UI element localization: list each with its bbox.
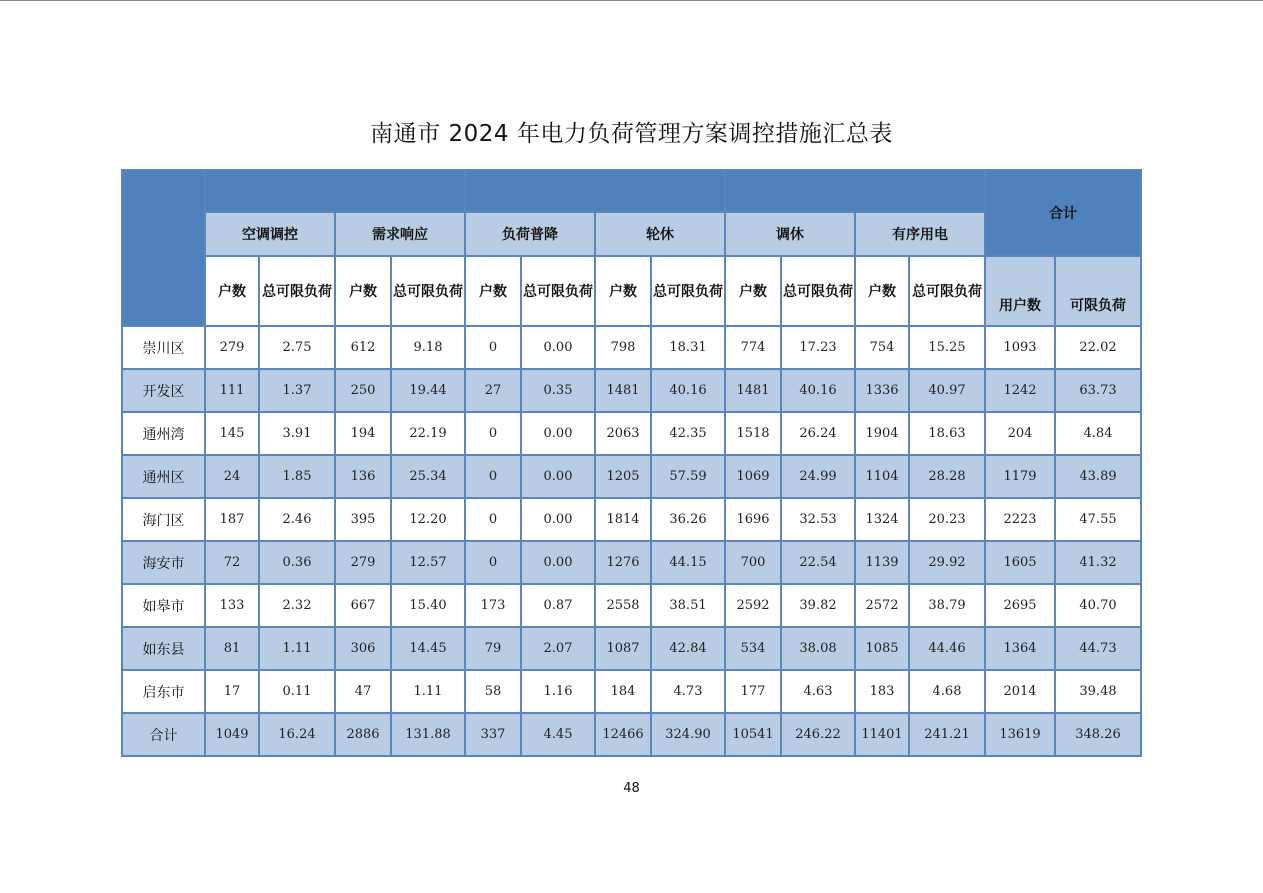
value-cell: 2063 <box>595 412 651 455</box>
value-cell: 38.51 <box>651 584 725 627</box>
value-cell: 18.31 <box>651 326 725 369</box>
group-header-shift-rest: 调休 <box>725 212 855 256</box>
sub-header-load: 总可限负荷 <box>259 256 335 326</box>
sub-header-load: 总可限负荷 <box>909 256 985 326</box>
value-cell: 41.32 <box>1055 541 1141 584</box>
value-cell: 1139 <box>855 541 909 584</box>
summary-table <box>121 169 1142 757</box>
value-cell: 42.35 <box>651 412 725 455</box>
value-cell: 798 <box>595 326 651 369</box>
district-name-cell: 崇川区 <box>122 326 205 369</box>
value-cell: 58 <box>465 670 521 713</box>
value-cell: 1324 <box>855 498 909 541</box>
sub-header-load: 总可限负荷 <box>391 256 465 326</box>
value-cell: 324.90 <box>651 713 725 756</box>
value-cell: 250 <box>335 369 391 412</box>
value-cell: 279 <box>205 326 259 369</box>
value-cell: 241.21 <box>909 713 985 756</box>
table-row <box>122 326 1141 369</box>
total-sub-header-load: 可限负荷 <box>1055 256 1141 326</box>
value-cell: 1.85 <box>259 455 335 498</box>
value-cell: 81 <box>205 627 259 670</box>
value-cell: 184 <box>595 670 651 713</box>
value-cell: 40.70 <box>1055 584 1141 627</box>
value-cell: 22.54 <box>781 541 855 584</box>
value-cell: 0.00 <box>521 326 595 369</box>
value-cell: 18.63 <box>909 412 985 455</box>
value-cell: 12.57 <box>391 541 465 584</box>
value-cell: 136 <box>335 455 391 498</box>
district-name-cell: 开发区 <box>122 369 205 412</box>
table-row <box>122 670 1141 713</box>
value-cell: 44.15 <box>651 541 725 584</box>
value-cell: 774 <box>725 326 781 369</box>
table-row <box>122 455 1141 498</box>
value-cell: 47.55 <box>1055 498 1141 541</box>
value-cell: 15.40 <box>391 584 465 627</box>
value-cell: 27 <box>465 369 521 412</box>
value-cell: 4.45 <box>521 713 595 756</box>
value-cell: 19.44 <box>391 369 465 412</box>
value-cell: 39.82 <box>781 584 855 627</box>
value-cell: 17.23 <box>781 326 855 369</box>
value-cell: 9.18 <box>391 326 465 369</box>
total-group-header: 合计 <box>985 170 1141 256</box>
value-cell: 22.19 <box>391 412 465 455</box>
group-header-rotation-rest: 轮休 <box>595 212 725 256</box>
value-cell: 0.00 <box>521 498 595 541</box>
value-cell: 0.87 <box>521 584 595 627</box>
value-cell: 1481 <box>595 369 651 412</box>
value-cell: 1205 <box>595 455 651 498</box>
document-title: 南通市 2024 年电力负荷管理方案调控措施汇总表 <box>370 121 893 147</box>
value-cell: 0 <box>465 455 521 498</box>
sub-header-households: 户数 <box>335 256 391 326</box>
value-cell: 16.24 <box>259 713 335 756</box>
value-cell: 4.68 <box>909 670 985 713</box>
value-cell: 57.59 <box>651 455 725 498</box>
value-cell: 72 <box>205 541 259 584</box>
value-cell: 2572 <box>855 584 909 627</box>
value-cell: 13619 <box>985 713 1055 756</box>
value-cell: 700 <box>725 541 781 584</box>
value-cell: 29.92 <box>909 541 985 584</box>
value-cell: 1481 <box>725 369 781 412</box>
value-cell: 42.84 <box>651 627 725 670</box>
value-cell: 17 <box>205 670 259 713</box>
value-cell: 4.63 <box>781 670 855 713</box>
value-cell: 1085 <box>855 627 909 670</box>
value-cell: 2.32 <box>259 584 335 627</box>
district-name-cell: 海门区 <box>122 498 205 541</box>
value-cell: 1696 <box>725 498 781 541</box>
value-cell: 1.11 <box>259 627 335 670</box>
value-cell: 24.99 <box>781 455 855 498</box>
value-cell: 40.16 <box>781 369 855 412</box>
value-cell: 15.25 <box>909 326 985 369</box>
value-cell: 22.02 <box>1055 326 1141 369</box>
value-cell: 1904 <box>855 412 909 455</box>
sub-header-households: 户数 <box>855 256 909 326</box>
value-cell: 145 <box>205 412 259 455</box>
value-cell: 1814 <box>595 498 651 541</box>
value-cell: 2.07 <box>521 627 595 670</box>
district-name-cell: 通州区 <box>122 455 205 498</box>
value-cell: 0 <box>465 541 521 584</box>
value-cell: 0 <box>465 326 521 369</box>
value-cell: 395 <box>335 498 391 541</box>
sub-header-load: 总可限负荷 <box>781 256 855 326</box>
value-cell: 40.16 <box>651 369 725 412</box>
sub-header-households: 户数 <box>205 256 259 326</box>
district-name-cell: 启东市 <box>122 670 205 713</box>
value-cell: 131.88 <box>391 713 465 756</box>
value-cell: 1518 <box>725 412 781 455</box>
table-row <box>122 584 1141 627</box>
group-header-ac-control: 空调调控 <box>205 212 335 256</box>
value-cell: 1087 <box>595 627 651 670</box>
value-cell: 1364 <box>985 627 1055 670</box>
group-header-load-reduction: 负荷普降 <box>465 212 595 256</box>
corner-header-cell <box>122 170 205 326</box>
value-cell: 28.28 <box>909 455 985 498</box>
value-cell: 1276 <box>595 541 651 584</box>
value-cell: 32.53 <box>781 498 855 541</box>
value-cell: 534 <box>725 627 781 670</box>
value-cell: 12.20 <box>391 498 465 541</box>
value-cell: 348.26 <box>1055 713 1141 756</box>
value-cell: 1104 <box>855 455 909 498</box>
value-cell: 306 <box>335 627 391 670</box>
table-row <box>122 369 1141 412</box>
value-cell: 0.35 <box>521 369 595 412</box>
header-band-cell <box>725 170 985 212</box>
value-cell: 63.73 <box>1055 369 1141 412</box>
sub-header-households: 户数 <box>465 256 521 326</box>
district-name-cell: 海安市 <box>122 541 205 584</box>
value-cell: 0.00 <box>521 412 595 455</box>
district-name-cell: 合计 <box>122 713 205 756</box>
value-cell: 1.11 <box>391 670 465 713</box>
value-cell: 204 <box>985 412 1055 455</box>
value-cell: 0.11 <box>259 670 335 713</box>
value-cell: 47 <box>335 670 391 713</box>
value-cell: 44.73 <box>1055 627 1141 670</box>
value-cell: 0.36 <box>259 541 335 584</box>
value-cell: 40.97 <box>909 369 985 412</box>
value-cell: 25.34 <box>391 455 465 498</box>
value-cell: 4.84 <box>1055 412 1141 455</box>
value-cell: 44.46 <box>909 627 985 670</box>
value-cell: 194 <box>335 412 391 455</box>
value-cell: 24 <box>205 455 259 498</box>
value-cell: 183 <box>855 670 909 713</box>
table-header <box>122 170 1141 326</box>
table-row <box>122 627 1141 670</box>
value-cell: 0.00 <box>521 455 595 498</box>
value-cell: 14.45 <box>391 627 465 670</box>
value-cell: 38.79 <box>909 584 985 627</box>
value-cell: 1336 <box>855 369 909 412</box>
table-row <box>122 498 1141 541</box>
value-cell: 2.46 <box>259 498 335 541</box>
header-band-cell <box>205 170 465 212</box>
sub-header-load: 总可限负荷 <box>521 256 595 326</box>
sub-header-households: 户数 <box>595 256 651 326</box>
total-sub-header-users: 用户数 <box>985 256 1055 326</box>
value-cell: 1242 <box>985 369 1055 412</box>
value-cell: 111 <box>205 369 259 412</box>
value-cell: 133 <box>205 584 259 627</box>
total-row <box>122 713 1141 756</box>
district-name-cell: 如东县 <box>122 627 205 670</box>
value-cell: 0 <box>465 412 521 455</box>
sub-header-load: 总可限负荷 <box>651 256 725 326</box>
table-body <box>122 326 1141 756</box>
sub-header-row <box>122 256 1141 326</box>
value-cell: 79 <box>465 627 521 670</box>
value-cell: 2558 <box>595 584 651 627</box>
value-cell: 1.16 <box>521 670 595 713</box>
group-header-demand-response: 需求响应 <box>335 212 465 256</box>
value-cell: 187 <box>205 498 259 541</box>
page-top-rule <box>0 0 1263 1</box>
district-name-cell: 通州湾 <box>122 412 205 455</box>
value-cell: 173 <box>465 584 521 627</box>
header-band-row <box>122 170 1141 212</box>
value-cell: 38.08 <box>781 627 855 670</box>
value-cell: 2014 <box>985 670 1055 713</box>
value-cell: 2695 <box>985 584 1055 627</box>
value-cell: 10541 <box>725 713 781 756</box>
value-cell: 1049 <box>205 713 259 756</box>
table-row <box>122 412 1141 455</box>
value-cell: 279 <box>335 541 391 584</box>
group-header-orderly-use: 有序用电 <box>855 212 985 256</box>
value-cell: 4.73 <box>651 670 725 713</box>
value-cell: 0.00 <box>521 541 595 584</box>
sub-header-households: 户数 <box>725 256 781 326</box>
value-cell: 2592 <box>725 584 781 627</box>
value-cell: 612 <box>335 326 391 369</box>
value-cell: 2.75 <box>259 326 335 369</box>
value-cell: 754 <box>855 326 909 369</box>
summary-table-wrapper <box>121 169 1140 757</box>
value-cell: 36.26 <box>651 498 725 541</box>
value-cell: 26.24 <box>781 412 855 455</box>
value-cell: 11401 <box>855 713 909 756</box>
value-cell: 1093 <box>985 326 1055 369</box>
header-band-cell <box>465 170 725 212</box>
value-cell: 1.37 <box>259 369 335 412</box>
table-row <box>122 541 1141 584</box>
value-cell: 0 <box>465 498 521 541</box>
value-cell: 2886 <box>335 713 391 756</box>
value-cell: 1069 <box>725 455 781 498</box>
value-cell: 3.91 <box>259 412 335 455</box>
value-cell: 2223 <box>985 498 1055 541</box>
value-cell: 337 <box>465 713 521 756</box>
district-name-cell: 如皋市 <box>122 584 205 627</box>
value-cell: 20.23 <box>909 498 985 541</box>
page-number: 48 <box>623 781 640 796</box>
value-cell: 177 <box>725 670 781 713</box>
value-cell: 43.89 <box>1055 455 1141 498</box>
value-cell: 667 <box>335 584 391 627</box>
value-cell: 1605 <box>985 541 1055 584</box>
value-cell: 39.48 <box>1055 670 1141 713</box>
value-cell: 12466 <box>595 713 651 756</box>
value-cell: 1179 <box>985 455 1055 498</box>
value-cell: 246.22 <box>781 713 855 756</box>
